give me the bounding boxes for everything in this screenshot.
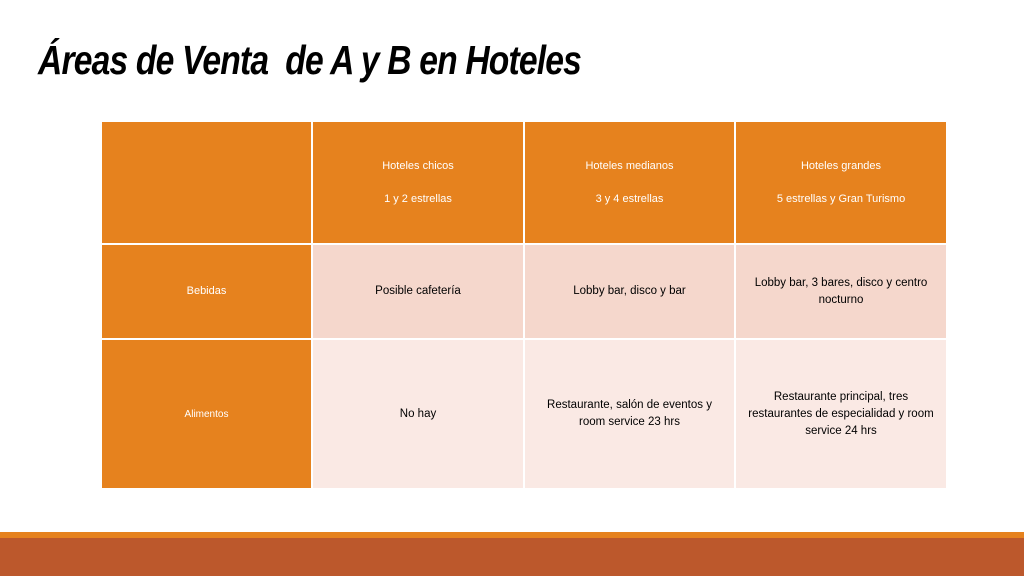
row-header-bebidas: Bebidas — [101, 244, 312, 339]
table-row — [101, 244, 947, 339]
table-row — [101, 339, 947, 489]
table-cell: Lobby bar, 3 bares, disco y centro nocturno — [735, 244, 947, 339]
table — [100, 120, 948, 490]
table-cell: No hay — [312, 339, 524, 489]
table-cell: Restaurante principal, tres restaurantes de especialidad y room service 24 hrs — [735, 339, 947, 489]
table-header-row — [101, 121, 947, 244]
row-header-alimentos: Alimentos — [101, 339, 312, 489]
column-header-subtitle: 3 y 4 estrellas — [595, 192, 664, 205]
column-header-subtitle: 1 y 2 estrellas — [384, 192, 452, 205]
hotel-sales-table — [100, 120, 948, 490]
column-header-title: Hoteles grandes — [800, 159, 882, 172]
table-cell: Posible cafetería — [312, 244, 524, 339]
slide-title: Áreas de Venta de A y B en Hoteles — [38, 37, 582, 83]
column-header-medium-hotels — [524, 121, 735, 244]
column-header-title: Hoteles medianos — [585, 159, 674, 172]
table-cell: Lobby bar, disco y bar — [524, 244, 735, 339]
table-cell: Restaurante, salón de eventos y room service 23 hrs — [524, 339, 735, 489]
column-header-large-hotels — [735, 121, 947, 244]
table-corner-cell — [101, 121, 312, 244]
column-header-subtitle: 5 estrellas y Gran Turismo — [776, 192, 906, 205]
column-header-title: Hoteles chicos — [382, 159, 454, 172]
footer-bar — [0, 538, 1024, 576]
column-header-small-hotels — [312, 121, 524, 244]
